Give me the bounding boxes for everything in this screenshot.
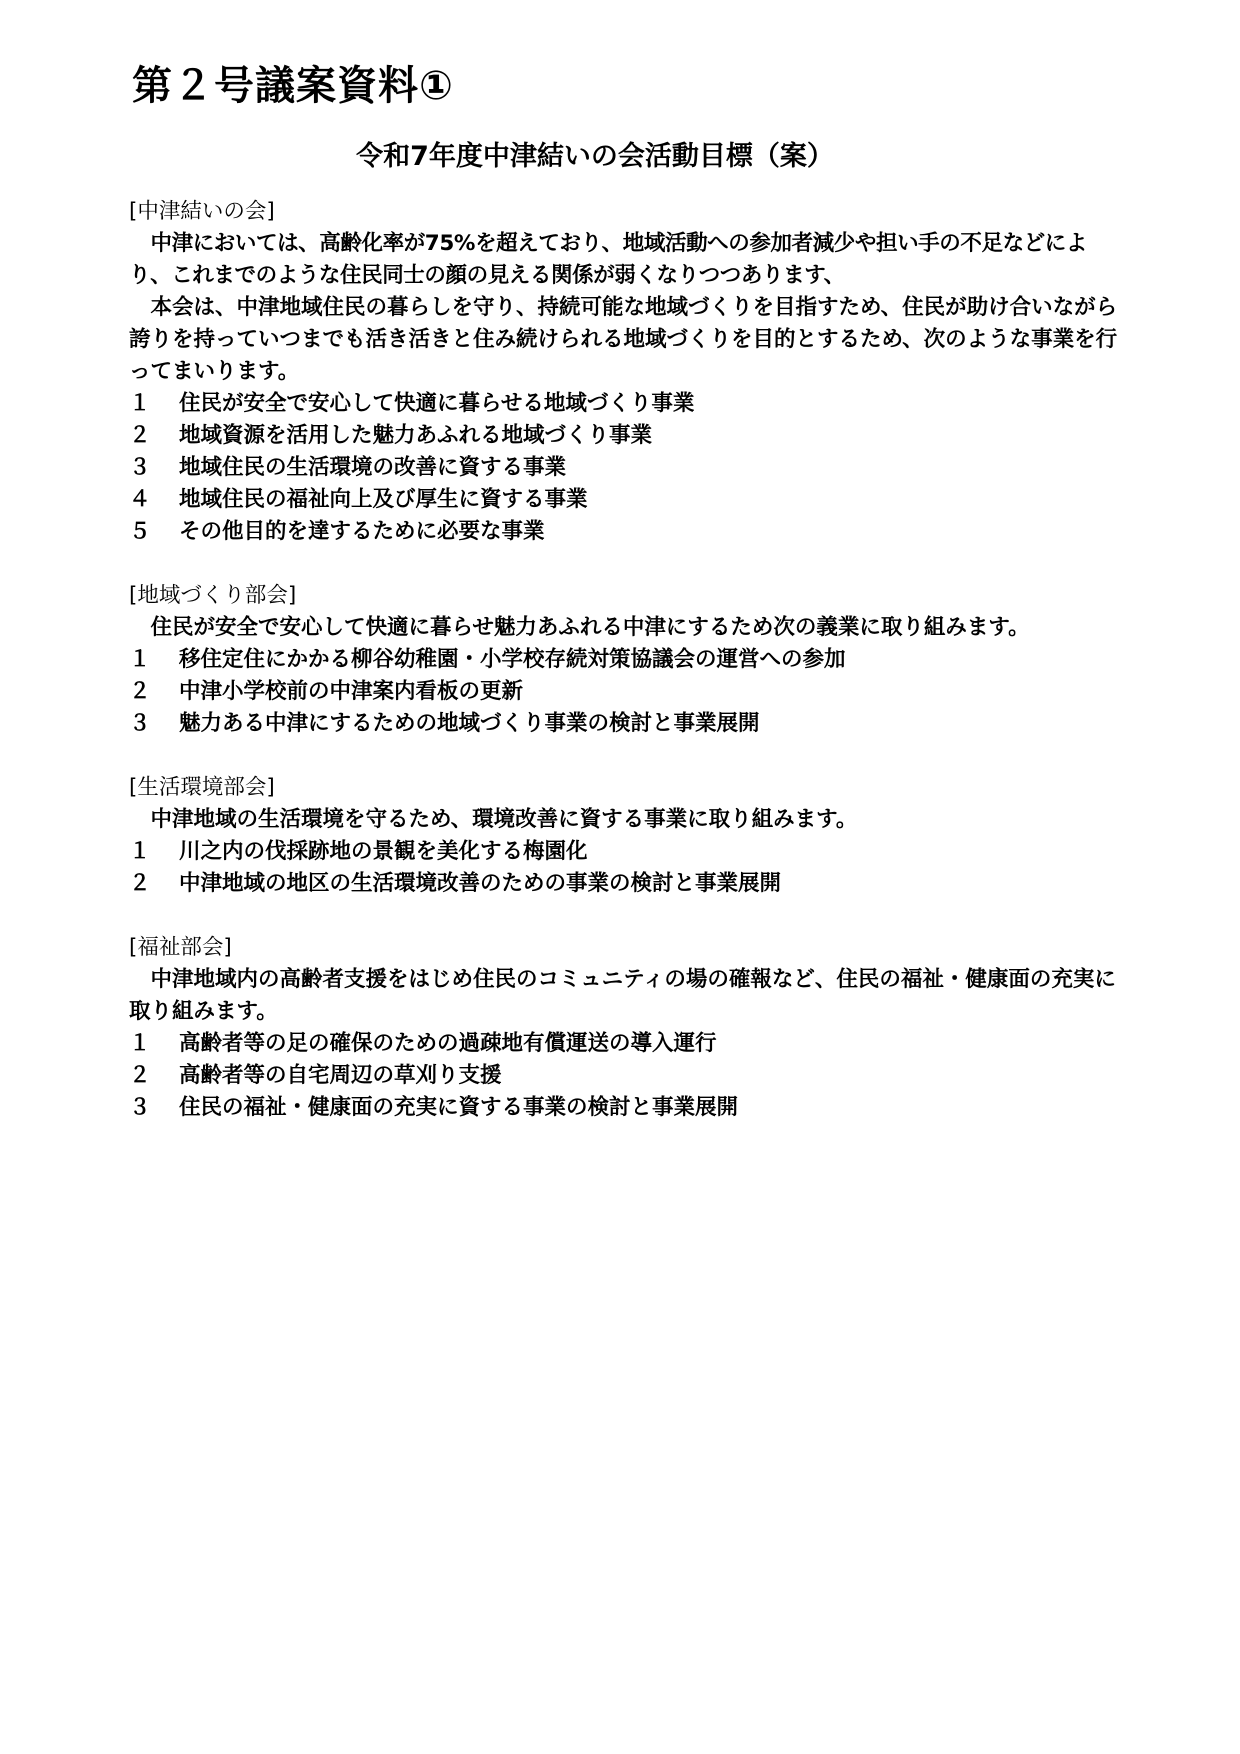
list-item (129, 420, 1129, 452)
list-item-text: 高齢者等の足の確保のための過疎地有償運送の導入運行 (179, 1031, 717, 1056)
section-heading: [中津結いの会] (129, 199, 275, 224)
document-body (129, 196, 1129, 1156)
list-item-text: 住民が安全で安心して快適に暮らせる地域づくり事業 (179, 391, 695, 416)
list-item-number: ５ (129, 519, 151, 544)
list-item-text: 高齢者等の自宅周辺の草刈り支援 (179, 1063, 502, 1088)
list-item-text: 中津地域の地区の生活環境改善のための事業の検討と事業展開 (179, 871, 782, 896)
section-paragraph: 中津地域内の高齢者支援をはじめ住民のコミュニティの場の確報など、住民の福祉・健康面の充実に取り組みます。 (129, 967, 1116, 1024)
list-item-number: ２ (129, 871, 151, 896)
section-living-environment (129, 772, 1129, 900)
section-heading: [地域づくり部会] (129, 583, 297, 608)
list-item-text: その他目的を達するために必要な事業 (179, 519, 545, 544)
document-label: 第２号議案資料① (132, 63, 454, 109)
list-item-text: 魅力ある中津にするための地域づくり事業の検討と事業展開 (179, 711, 760, 736)
list-item (129, 1092, 1129, 1124)
section-paragraph: 中津地域の生活環境を守るため、環境改善に資する事業に取り組みます。 (150, 807, 858, 832)
section-community-development (129, 580, 1129, 740)
list-item-number: ３ (129, 1095, 151, 1120)
list-item-number: ２ (129, 423, 151, 448)
list-item-number: １ (129, 1031, 151, 1056)
list-item (129, 868, 1129, 900)
activity-list (129, 836, 1129, 900)
list-item-text: 地域住民の福祉向上及び厚生に資する事業 (179, 487, 588, 512)
list-item-number: ３ (129, 455, 151, 480)
section-paragraph: 住民が安全で安心して快適に暮らせ魅力あふれる中津にするため次の義業に取り組みます。 (150, 615, 1030, 640)
list-item (129, 644, 1129, 676)
list-item-number: ３ (129, 711, 151, 736)
list-item (129, 836, 1129, 868)
section-welfare (129, 932, 1129, 1124)
list-item-text: 住民の福祉・健康面の充実に資する事業の検討と事業展開 (179, 1095, 739, 1120)
list-item (129, 676, 1129, 708)
list-item (129, 484, 1129, 516)
activity-list (129, 644, 1129, 740)
list-item-number: ２ (129, 679, 151, 704)
section-nakatsu-yui-no-kai (129, 196, 1129, 548)
list-item-text: 中津小学校前の中津案内看板の更新 (179, 679, 524, 704)
list-item-number: ２ (129, 1063, 151, 1088)
section-paragraph: 中津においては、高齢化率が75%を超えており、地域活動への参加者減少や担い手の不足などにより、これまでのような住民同士の顔の見える関係が弱くなりつつあります、 (129, 231, 1087, 288)
section-paragraph: 本会は、中津地域住民の暮らしを守り、持続可能な地域づくりを目指すため、住民が助け合いながら誇りを持っていつまでも活き活きと住み続けられる地域づくりを目的とするため、次のような事業を行ってまいります。 (129, 295, 1118, 384)
list-item (129, 388, 1129, 420)
section-heading: [生活環境部会] (129, 775, 275, 800)
activity-list (129, 388, 1129, 548)
list-item (129, 516, 1129, 548)
list-item (129, 1028, 1129, 1060)
list-item (129, 708, 1129, 740)
document-title: 令和7年度中津結いの会活動目標（案） (356, 141, 834, 172)
list-item-text: 地域資源を活用した魅力あふれる地域づくり事業 (179, 423, 653, 448)
section-heading: [福祉部会] (129, 935, 232, 960)
list-item-text: 移住定住にかかる柳谷幼稚園・小学校存続対策協議会の運営への参加 (179, 647, 846, 672)
list-item-text: 川之内の伐採跡地の景観を美化する梅園化 (179, 839, 588, 864)
list-item-number: １ (129, 647, 151, 672)
list-item-number: １ (129, 391, 151, 416)
activity-list (129, 1028, 1129, 1124)
list-item-text: 地域住民の生活環境の改善に資する事業 (179, 455, 567, 480)
list-item (129, 1060, 1129, 1092)
list-item-number: ４ (129, 487, 151, 512)
list-item (129, 452, 1129, 484)
list-item-number: １ (129, 839, 151, 864)
